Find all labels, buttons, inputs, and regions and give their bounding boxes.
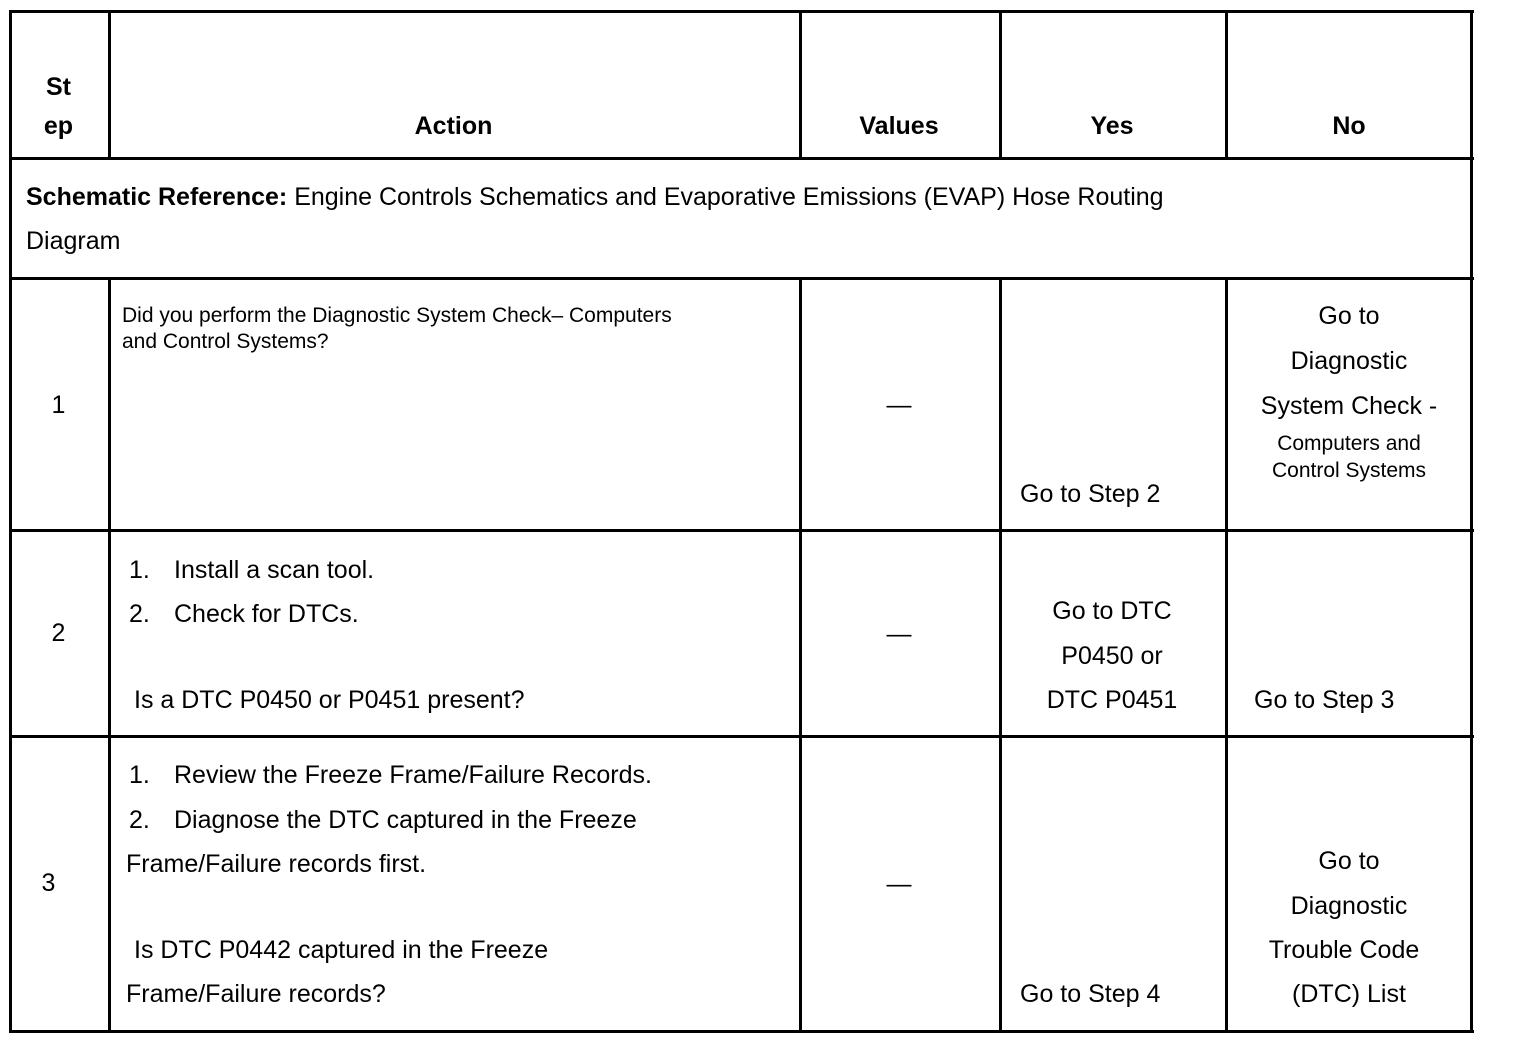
row3-values: — bbox=[886, 870, 912, 898]
row2-yes-line1: Go to DTC bbox=[1052, 597, 1172, 625]
row2-step: 2 bbox=[51, 619, 66, 647]
row3-yes: Go to Step 4 bbox=[1020, 980, 1161, 1008]
header-yes: Yes bbox=[1090, 112, 1134, 140]
row3-item2-continuation: Frame/Failure records first. bbox=[126, 850, 427, 878]
row3-no-line4: (DTC) List bbox=[1292, 980, 1406, 1008]
schematic-reference-label: Schematic Reference: bbox=[26, 183, 288, 211]
reference-divider bbox=[9, 277, 1474, 280]
row1-values: — bbox=[886, 391, 912, 419]
row2-item1-number: 1. bbox=[129, 556, 150, 584]
row3-question-line1: Is DTC P0442 captured in the Freeze bbox=[134, 936, 549, 964]
row1-no-line5: Control Systems bbox=[1271, 459, 1427, 482]
row3-item1-number: 1. bbox=[129, 761, 150, 789]
row1-action-line1: Did you perform the Diagnostic System Check– Computers bbox=[122, 304, 672, 327]
table-border-bottom bbox=[9, 1030, 1474, 1033]
row3-no-line3: Trouble Code bbox=[1268, 936, 1420, 964]
row1-no-line4: Computers and bbox=[1277, 432, 1421, 455]
row2-no: Go to Step 3 bbox=[1254, 686, 1395, 714]
table-border-top bbox=[9, 10, 1474, 13]
row1-yes: Go to Step 2 bbox=[1020, 480, 1161, 508]
schematic-reference bbox=[26, 175, 1164, 219]
row3-step: 3 bbox=[41, 869, 56, 897]
schematic-reference-text-line1: Engine Controls Schematics and Evaporative Emissions (EVAP) Hose Routing bbox=[294, 183, 1164, 211]
diagnostic-table bbox=[9, 10, 1474, 1033]
row1-step: 1 bbox=[51, 391, 66, 419]
header-no: No bbox=[1332, 112, 1366, 140]
row1-no-line3: System Check - bbox=[1260, 392, 1438, 420]
row2-item2-number: 2. bbox=[129, 600, 150, 628]
row3-item1-text: Review the Freeze Frame/Failure Records. bbox=[174, 761, 652, 789]
row3-item2-text: Diagnose the DTC captured in the Freeze bbox=[174, 806, 637, 834]
row1-no-line1: Go to bbox=[1318, 302, 1380, 330]
row2-yes-line3: DTC P0451 bbox=[1046, 686, 1178, 714]
header-step-line2: ep bbox=[43, 112, 74, 140]
row1-action-line2: and Control Systems? bbox=[122, 330, 329, 353]
step-column-divider-body bbox=[108, 277, 111, 1033]
row2-item1-text: Install a scan tool. bbox=[174, 556, 375, 584]
row1-divider bbox=[9, 529, 1474, 532]
row2-question: Is a DTC P0450 or P0451 present? bbox=[134, 686, 525, 714]
header-divider bbox=[9, 157, 1474, 160]
row3-no-line1: Go to bbox=[1318, 847, 1380, 875]
row2-values: — bbox=[886, 620, 912, 648]
row3-item2-number: 2. bbox=[129, 806, 150, 834]
header-values: Values bbox=[859, 112, 939, 140]
row2-yes-line2: P0450 or bbox=[1061, 642, 1163, 670]
row2-item2-text: Check for DTCs. bbox=[174, 600, 359, 628]
header-action: Action bbox=[414, 112, 493, 140]
row3-no-line2: Diagnostic bbox=[1290, 892, 1408, 920]
row1-no-line2: Diagnostic bbox=[1290, 347, 1408, 375]
row3-question-line2: Frame/Failure records? bbox=[126, 980, 386, 1008]
header-step-line1: St bbox=[46, 73, 71, 101]
schematic-reference-text-line2: Diagram bbox=[26, 227, 121, 255]
row2-divider bbox=[9, 735, 1474, 738]
